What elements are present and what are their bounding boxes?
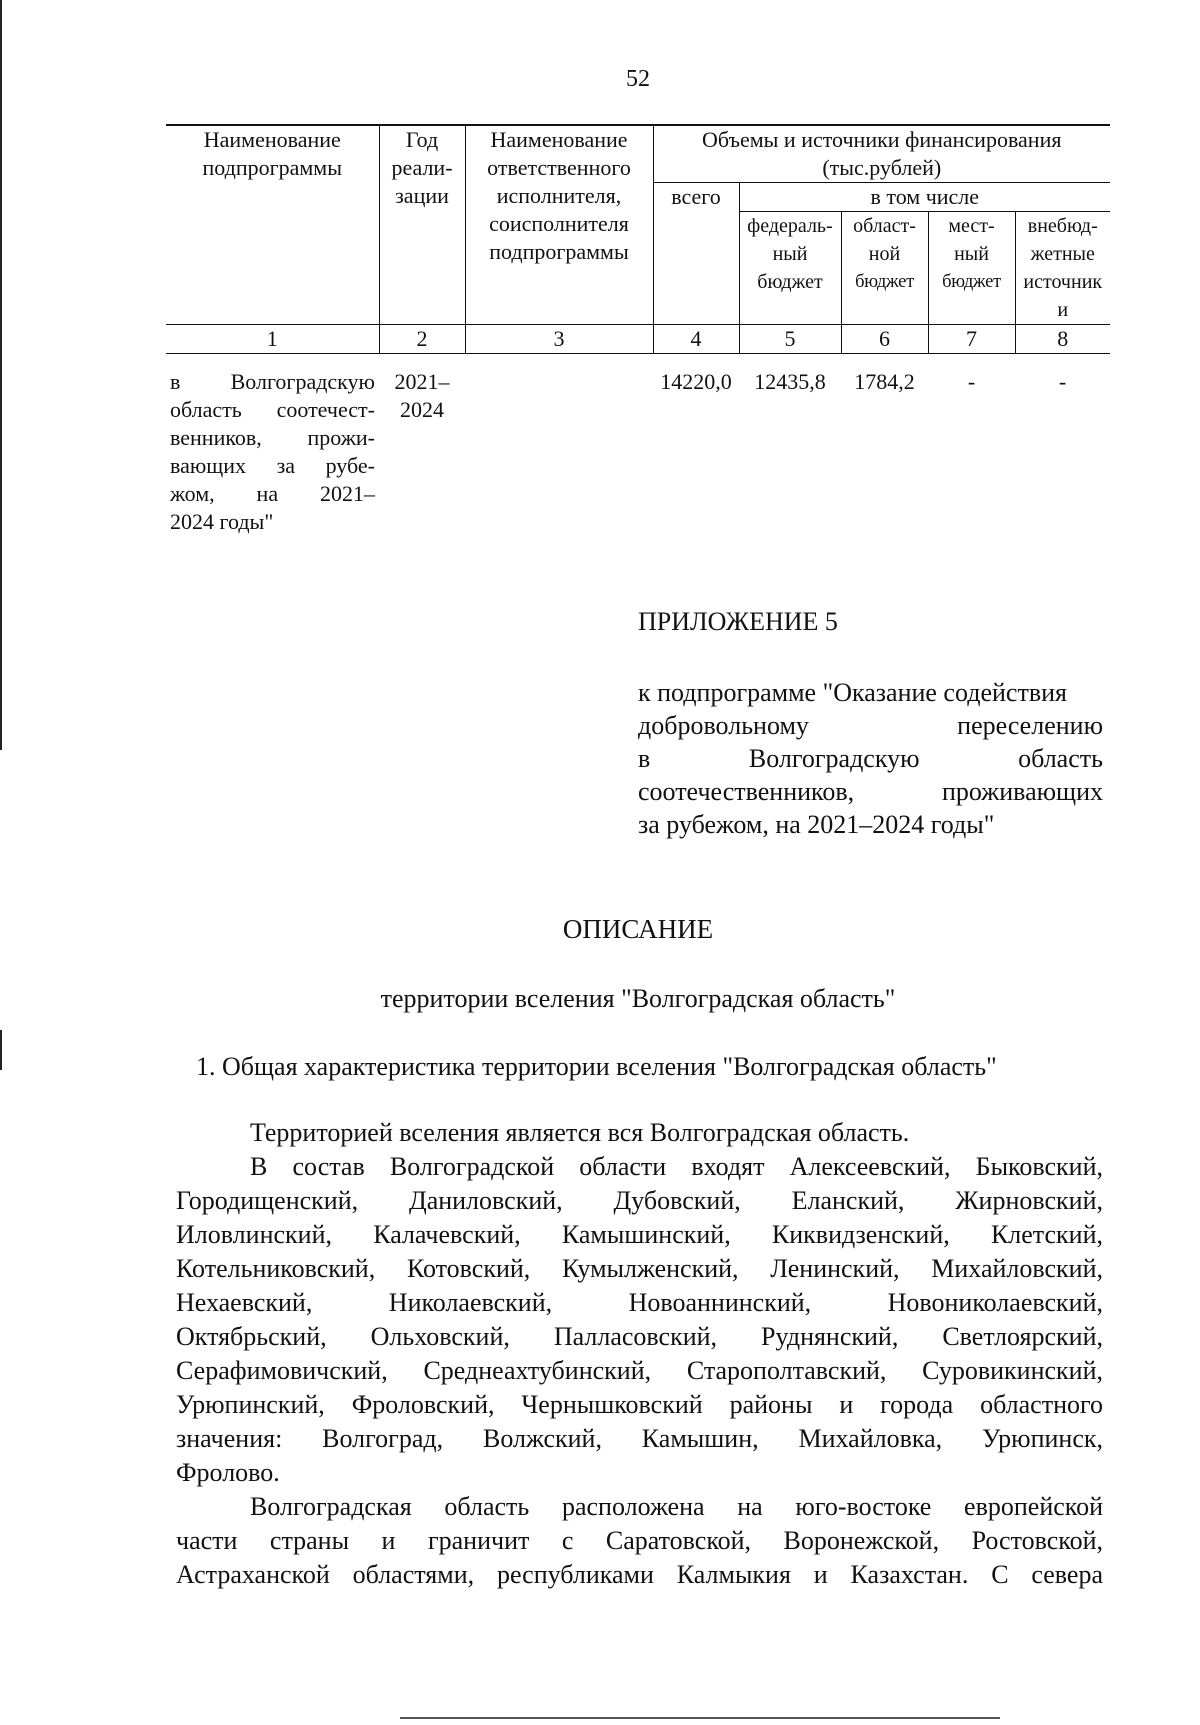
annex-title: ПРИЛОЖЕНИЕ 5 [638,607,838,636]
row-local: - [967,369,976,394]
financing-table [166,124,1110,536]
header-federal-budget: федераль- ный бюджет [739,212,841,325]
table-row [166,354,1110,537]
body-text: Территорией вселения является вся Волгоградская область. В состав Волгоградской области входят Алексеевский, Быковский, Городищенский, Даниловский, Дубовский, Еланский, Жирновский, Иловлинский, Калачевский, Камышинский, Киквидзенский, Клетский, Котельниковский, Котовский, Кумылженский, Ленинский, Михайловский, Нехаевский, Николаевский, Новоаннинский, Новониколаевский, Октябрьский, Ольховский, Палласовский, Руднянский, Светлоярский, Серафимовичский, Среднеахтубинский, Старополтавский, Суровикинский, Урюпинский, Фроловский, Чернышковский районы и города областного значения: Волгоград, Волжский, Камышин, Михайловка, Урюпинск, Фролово. Волгоградская область расположена на юго-востоке европейской части страны и граничит с Саратовской, Воронежской, Ростовской, Астраханской областями, республиками Калмыкия и Казахстан. С севера [176,1118,1103,1589]
column-number: 3 [465,325,653,354]
column-number: 8 [1015,325,1110,354]
header-executor: Наименование ответственного исполнителя, соисполнителя подпрограммы [465,125,653,325]
scan-bottom-mark [400,1717,1000,1719]
header-funding: Объемы и источники финансирования (тыс.рублей) [653,125,1110,183]
column-number: 6 [841,325,928,354]
row-subprogram-name: в Волгоградскую область соотечест- венников, прожи- вающих за рубе- жом, на 2021– 2024 годы" [170,369,375,534]
header-including: в том числе [739,183,1110,212]
row-year: 2021– 2024 [394,369,450,422]
row-extra: - [1058,369,1067,394]
column-number: 4 [653,325,739,354]
row-federal: 12435,8 [754,369,826,394]
header-local-budget: мест- ный бюджет [928,212,1015,325]
column-number: 7 [928,325,1015,354]
header-regional-budget: област- ной бюджет [841,212,928,325]
scan-edge-mark [0,0,2,750]
row-regional: 1784,2 [854,369,915,394]
paragraph: Территорией вселения является вся Волгоградская область. [250,1118,910,1147]
page-number: 52 [626,66,650,92]
section-heading: 1. Общая характеристика территории вселения "Волгоградская область" [196,1052,997,1081]
row-executor [465,354,653,537]
column-number: 5 [739,325,841,354]
row-total: 14220,0 [660,369,732,394]
description-title: ОПИСАНИЕ [562,914,714,944]
description-subtitle: территории вселения "Волгоградская область" [380,984,896,1013]
header-total: всего [653,183,739,325]
header-year: Год реали- зации [379,125,465,325]
annex-reference: к подпрограмме "Оказание содействия добровольному переселению в Волгоградскую область соотечественников, проживающих за рубежом, на 2021–2024 годы" [638,678,1103,839]
header-subprogram-name: Наименование подпрограммы [166,125,379,325]
scan-edge-mark [0,1030,2,1070]
column-number: 2 [379,325,465,354]
column-number: 1 [166,325,379,354]
header-extrabudgetary: внебюд- жетные источник и [1015,212,1110,325]
